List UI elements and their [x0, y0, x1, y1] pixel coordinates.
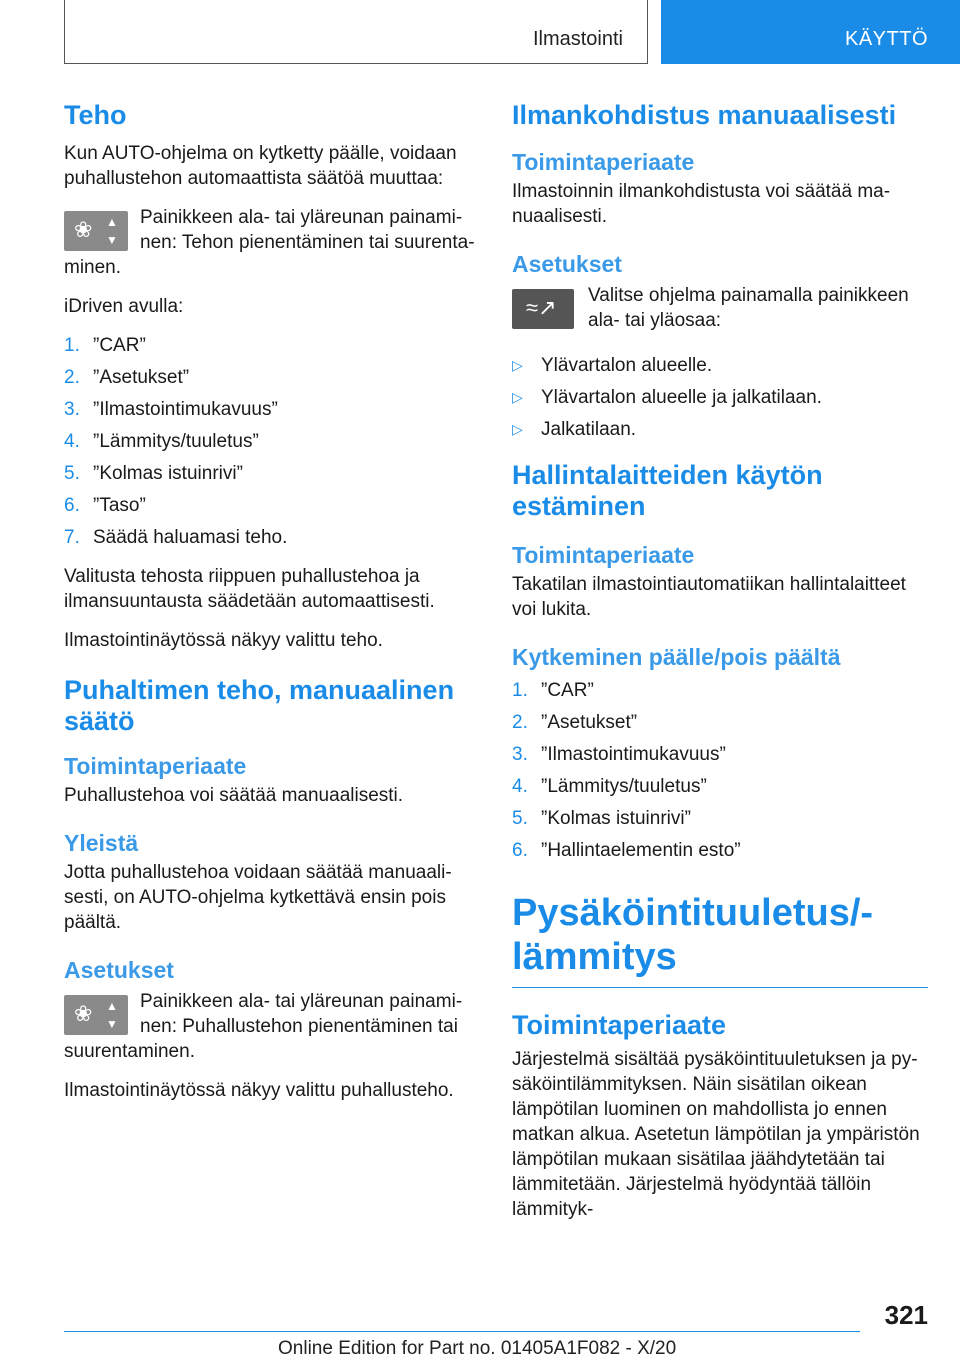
air-options [512, 353, 928, 442]
subheading-yleista: Yleistä [64, 830, 139, 856]
fan-button-icon [64, 211, 128, 251]
list-item: 2. ”Asetukset” [512, 712, 638, 733]
esto-p1: Takatilan ilmastointiautomatiikan hallintalaitteet voi lukita. [512, 574, 906, 620]
list-item: 2. ”Asetukset” [64, 367, 190, 388]
teho-steps [64, 333, 476, 550]
list-item: 5. ”Kolmas istuinrivi” [512, 808, 691, 829]
teho-p1: Valitusta tehosta riippuen puhallustehoa ja ilmansuuntausta säädetään automaattisesti. [64, 566, 435, 612]
page-number: 321 [884, 1300, 928, 1330]
subheading-toimintaperiaate: Toimintaperiaate [512, 542, 695, 568]
list-item: ▷ Ylävartalon alueelle ja jalkatilaan. [512, 387, 822, 408]
header-left-box [64, 0, 648, 64]
list-item: 3. ”Ilmastointimukavuus” [512, 744, 726, 765]
idrive-label: iDriven avulla: [64, 296, 184, 317]
teho-icon-paragraph [64, 205, 476, 280]
puhallin-icon-paragraph [64, 989, 476, 1064]
list-item: 1. ”CAR” [64, 335, 146, 356]
list-item: 5. ”Kolmas istuinrivi” [64, 463, 243, 484]
list-item: 4. ”Lämmitys/tuuletus” [512, 776, 707, 797]
footer-text: Online Edition for Part no. 01405A1F082 - X/20 [278, 1338, 677, 1359]
list-item: ▷ Jalkatilaan. [512, 419, 637, 440]
subheading-toimintaperiaate: Toimintaperiaate [512, 149, 695, 175]
subheading-toimintaperiaate: Toimintaperiaate [512, 1010, 727, 1040]
triangle-bullet-icon: ▷ [512, 421, 523, 437]
air-icon-text: Valitse ohjelma painamalla painikkeen ala- tai yläosaa: [588, 285, 909, 331]
list-item: ▷ Ylävartalon alueelle. [512, 355, 713, 376]
heading-ilmankohdistus: Ilmankohdistus manuaalisesti [512, 100, 897, 130]
heading-teho: Teho [64, 100, 127, 130]
teho-intro: Kun AUTO-ohjelma on kytketty päälle, voidaan puhallustehon automaattista säätöä muuttaa: [64, 143, 457, 189]
teho-p2: Ilmastointinäytössä näkyy valittu teho. [64, 630, 383, 651]
list-item: 6. ”Hallintaelementin esto” [512, 840, 741, 861]
fan-button-icon [64, 995, 128, 1035]
chapter-title: KÄYTTÖ [844, 28, 928, 50]
subheading-asetukset: Asetukset [512, 251, 622, 277]
air-icon-paragraph [512, 283, 928, 333]
puhallin-p1: Puhallustehoa voi säätää manuaalisesti. [64, 785, 404, 806]
subheading-toimintaperiaate: Toimintaperiaate [64, 753, 247, 779]
divider [512, 987, 928, 988]
subheading-kytkeminen: Kytkeminen päälle/pois päältä [512, 644, 841, 670]
heading-puhallin: Puhaltimen teho, manuaalinen säätö [64, 675, 455, 736]
esto-steps [512, 678, 928, 863]
subheading-asetukset: Asetukset [64, 957, 174, 983]
section-title: Ilmastointi [532, 28, 623, 50]
heading-esto: Hallintalaitteiden käytön estäminen [512, 460, 823, 521]
footer-divider [64, 1331, 860, 1332]
list-item: 1. ”CAR” [512, 680, 594, 701]
teho-icon-text: Painikkeen ala- tai yläreunan painaminen: Tehon pienentäminen tai suurentaminen. [64, 207, 475, 278]
triangle-bullet-icon: ▷ [512, 389, 523, 405]
left-column [64, 100, 476, 1117]
triangle-bullet-icon: ▷ [512, 357, 523, 373]
header-chapter-tab [661, 0, 960, 64]
puhallin-p2: Jotta puhallustehoa voidaan säätää manuaalisesti, on AUTO-ohjelma kytkettävä ensin pois päältä. [64, 862, 452, 933]
list-item: 7. Säädä haluamasi teho. [64, 527, 288, 548]
air-distribution-icon [512, 289, 574, 329]
puhallin-p3: Ilmastointinäytössä näkyy valittu puhallusteho. [64, 1080, 454, 1101]
right-column [512, 100, 928, 1236]
ilmankohdistus-p1: Ilmastoinnin ilmankohdistusta voi säätää manuaalisesti. [512, 181, 891, 227]
list-item: 6. ”Taso” [64, 495, 146, 516]
list-item: 4. ”Lämmitys/tuuletus” [64, 431, 259, 452]
pysakointi-p1: Järjestelmä sisältää pysäköintituuletuksen ja pysäköintilämmityksen. Näin sisätilan oikean lämpötilan luominen on mahdollista jo ennen matkan alkua. Asetetun lämpötilan ja ympäristön lämpötilan mukaan sisätilaa jäähdytetään tai lämmitetään. Järjestelmä hyödyntää tällöin lämmityk- [512, 1049, 920, 1220]
puhallin-icon-text: Painikkeen ala- tai yläreunan painaminen: Puhallustehon pienentäminen tai suurentaminen. [64, 991, 463, 1062]
heading-pysakointi: Pysäköintituuletus/-lämmitys [512, 892, 874, 978]
list-item: 3. ”Ilmastointimukavuus” [64, 399, 278, 420]
